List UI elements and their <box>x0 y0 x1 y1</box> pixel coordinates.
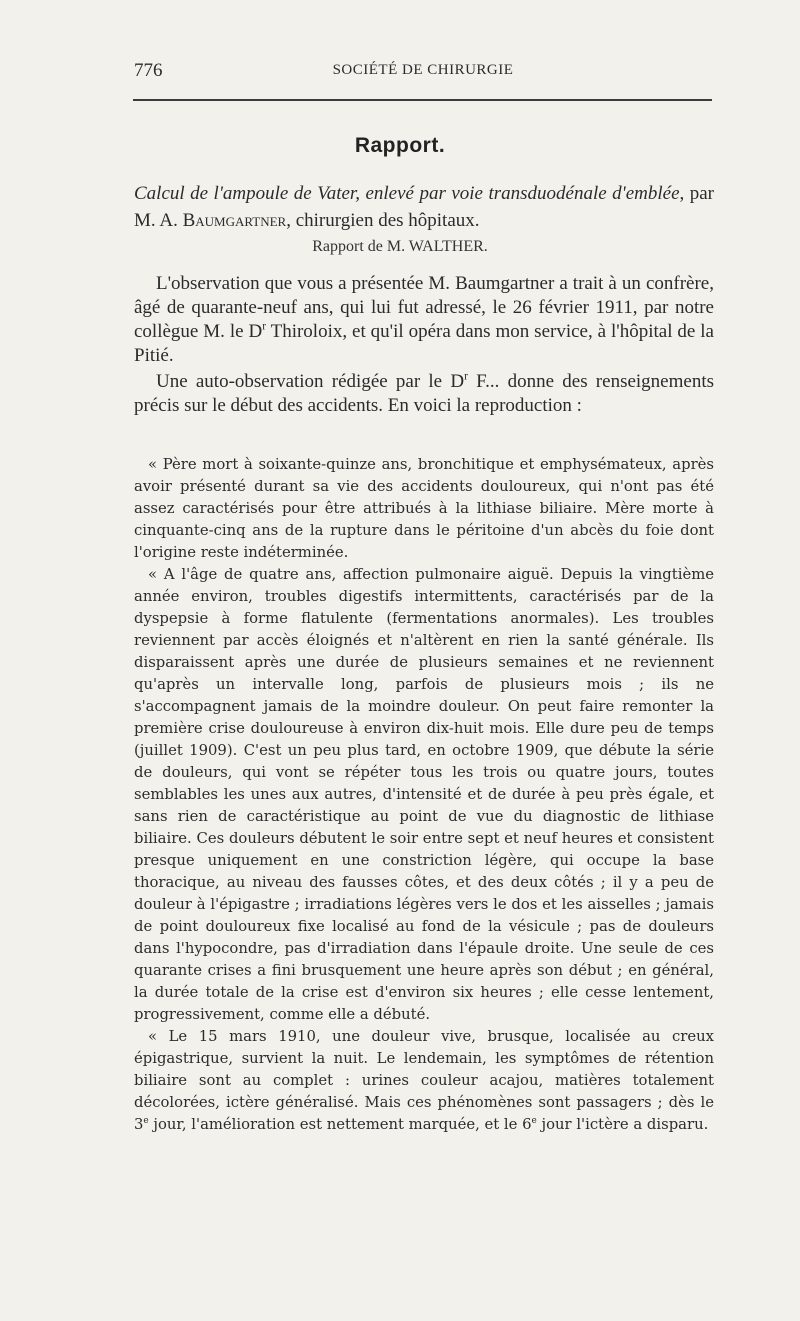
paragraph-text: Une auto-observation rédigée par le D <box>156 371 465 392</box>
paragraph-text: F... donne des renseignements précis sur le début des accidents. En voici la reproduction : <box>134 371 714 416</box>
journal-name: SOCIÉTÉ DE CHIRURGIE <box>332 62 514 78</box>
reporter-line: Rapport de M. WALTHER. <box>312 238 488 255</box>
quote-text: jour, l'amélioration est nettement marquée, et le 6 <box>148 1116 532 1133</box>
quote-paragraph <box>134 1026 714 1136</box>
quote-text: jour l'ictère a disparu. <box>536 1116 709 1133</box>
superscript: e <box>143 1116 149 1127</box>
running-head <box>134 60 712 86</box>
header-rule <box>133 99 712 101</box>
subject-author: Baumgartner <box>182 210 287 231</box>
quoted-observation <box>134 454 714 1136</box>
superscript: r <box>464 370 468 383</box>
quote-text: « Le 15 mars 1910, une douleur vive, brusque, localisée au creux épigastrique, survient la nuit. Le lendemain, les symptômes de rétention biliaire sont au complet : urines couleur acajou, matières totalement décolorées, ictère généralisé. Mais ces phénomènes sont passagers ; dès le 3 <box>134 1028 714 1133</box>
subject-by: , par M. A. <box>134 183 714 231</box>
page-number: 776 <box>134 60 163 81</box>
superscript: e <box>531 1116 537 1127</box>
report-subject <box>134 180 714 234</box>
section-title: Rapport. <box>354 134 446 157</box>
subject-author-role: , chirurgien des hôpitaux. <box>286 210 480 231</box>
paragraph <box>134 370 714 418</box>
superscript: r <box>262 320 267 333</box>
paragraph-text: L'observation que vous a présentée M. Baumgartner a trait à un confrère, âgé de quarante-neuf ans, qui lui fut adressé, le 26 février 1911, par notre collègue M. le D <box>134 273 714 342</box>
quote-paragraph: « Père mort à soixante-quinze ans, bronchitique et emphysémateux, après avoir présenté durant sa vie des accidents douloureux, qui n'ont pas été assez caractérisés pour être attribués à la lithiase biliaire. Mère morte à cinquante-cinq ans de la rupture dans le péritoine d'un abcès du foie dont l'origine reste indéterminée. <box>134 456 714 561</box>
subject-title: Calcul de l'ampoule de Vater, enlevé par voie transduodénale d'emblée <box>134 183 680 204</box>
body-text <box>134 272 714 420</box>
paragraph-text: Thiroloix, et qu'il opéra dans mon service, à l'hôpital de la Pitié. <box>134 321 714 366</box>
quote-paragraph: « A l'âge de quatre ans, affection pulmonaire aiguë. Depuis la vingtième année environ, troubles digestifs intermittents, caractérisés par de la dyspepsie à forme flatulente (fermentations anormales). Les troubles reviennent par accès éloignés et n'altèrent en rien la santé générale. Ils disparaissent après une durée de plusieurs semaines et ne reviennent qu'après un intervalle long, parfois de plusieurs mois ; ils ne s'accompagnent jamais de la moindre douleur. On peut faire remonter la première crise douloureuse à environ dix-huit mois. Elle dure peu de temps (juillet 1909). C'est un peu plus tard, en octobre 1909, que débute la série de douleurs, qui vont se répéter tous les trois ou quatre jours, toutes semblables les unes aux autres, d'intensité et de durée à peu près égale, et sans rien de caractéristique au point de vue du diagnostic de lithiase biliaire. Ces douleurs débutent le soir entre sept et neuf heures et consistent presque uniquement en une constriction légère, qui occupe la base thoracique, au niveau des fausses côtes, et des deux côtés ; il y a peu de douleur à l'épigastre ; irradiations légères vers le dos et les aisselles ; jamais de point douloureux fixe localisé au fond de la vésicule ; pas de douleurs dans l'hypocondre, pas d'irradiation dans l'épaule droite. Une seule de ces quarante crises a fini brusquement une heure après son début ; en général, la durée totale de la crise est d'environ six heures ; elle cesse lentement, progressivement, comme elle a débuté. <box>134 566 714 1023</box>
paragraph <box>134 272 714 368</box>
